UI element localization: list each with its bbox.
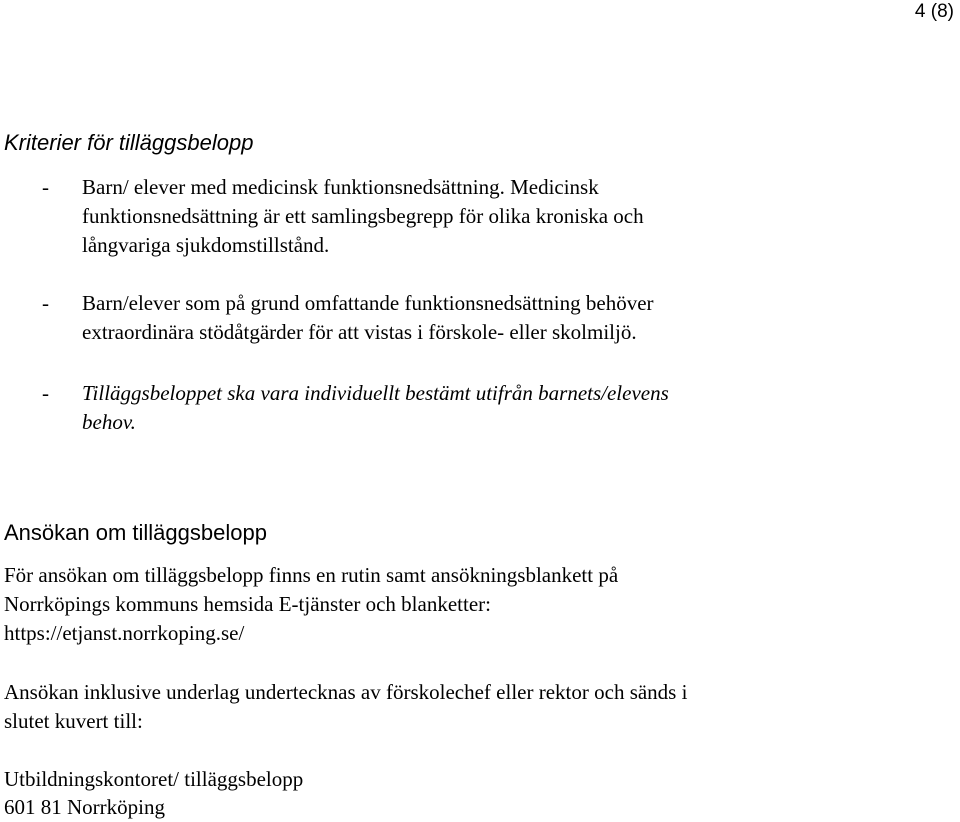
bullet-dash-2: - [42,291,49,315]
bullet-3-line-1: Tilläggsbeloppet ska vara individuellt bestämt utifrån barnets/elevens [82,381,669,405]
application-heading: Ansökan om tilläggsbelopp [4,520,267,545]
bullet-1-line-2: funktionsnedsättning är ett samlingsbegrepp för olika kroniska och [82,204,644,228]
address-line-1: Utbildningskontoret/ tilläggsbelopp [4,767,304,791]
paragraph-1-line-1: För ansökan om tilläggsbelopp finns en rutin samt ansökningsblankett på [4,563,619,587]
bullet-1-line-3: långvariga sjukdomstillstånd. [82,233,330,257]
bullet-dash-3: - [42,381,49,405]
paragraph-2-line-1: Ansökan inklusive underlag undertecknas av förskolechef eller rektor och sänds i [4,680,688,704]
bullet-2-line-1: Barn/elever som på grund omfattande funktionsnedsättning behöver [82,291,654,315]
page-number: 4 (8) [914,1,954,22]
etjanst-link[interactable]: https://etjanst.norrkoping.se/ [4,621,245,645]
address-line-2: 601 81 Norrköping [4,795,165,819]
bullet-1-line-1: Barn/ elever med medicinsk funktionsnedsättning. Medicinsk [82,175,599,199]
paragraph-1-line-2: Norrköpings kommuns hemsida E-tjänster och blanketter: [4,592,491,616]
bullet-2-line-2: extraordinära stödåtgärder för att vistas i förskole- eller skolmiljö. [82,320,637,344]
paragraph-2-line-2: slutet kuvert till: [4,709,143,733]
bullet-3-line-2: behov. [82,410,136,434]
criteria-heading: Kriterier för tilläggsbelopp [4,130,254,155]
bullet-dash-1: - [42,175,49,199]
